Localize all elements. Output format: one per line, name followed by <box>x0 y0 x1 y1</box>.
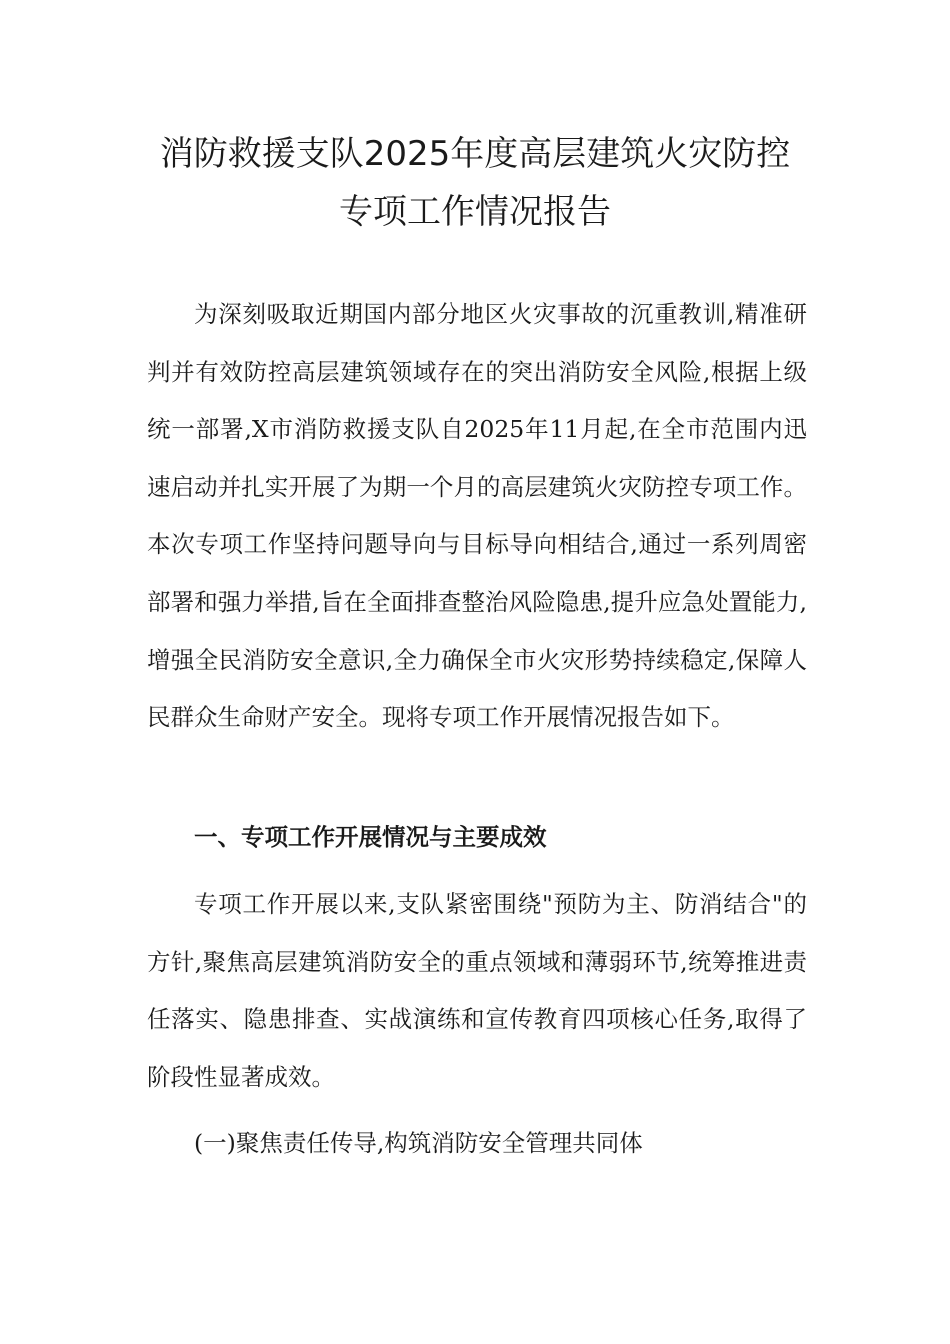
intro-paragraph: 为深刻吸取近期国内部分地区火灾事故的沉重教训,精准研判并有效防控高层建筑领域存在的突出消防安全风险,根据上级统一部署,X市消防救援支队自2025年11月起,在全市范围内迅速启动并扎实开展了为期一个月的高层建筑火灾防控专项工作。本次专项工作坚持问题导向与目标导向相结合,通过一系列周密部署和强力举措,旨在全面排查整治风险隐患,提升应急处置能力,增强全民消防安全意识,全力确保全市火灾形势持续稳定,保障人民群众生命财产安全。现将专项工作开展情况报告如下。 <box>147 300 807 732</box>
section-1-heading: 一、专项工作开展情况与主要成效 <box>194 823 547 851</box>
subsection-1-heading: (一)聚焦责任传导,构筑消防安全管理共同体 <box>194 1129 643 1157</box>
section-1-paragraph-block <box>147 876 807 1106</box>
intro-paragraph-block <box>147 286 807 747</box>
document-title-line-1: 消防救援支队2025年度高层建筑火灾防控 <box>159 134 791 174</box>
document-title-line-2: 专项工作情况报告 <box>339 192 611 232</box>
section-1-paragraph: 专项工作开展以来,支队紧密围绕"预防为主、防消结合"的方针,聚焦高层建筑消防安全的重点领域和薄弱环节,统筹推进责任落实、隐患排查、实战演练和宣传教育四项核心任务,取得了阶段性显著成效。 <box>147 890 807 1091</box>
